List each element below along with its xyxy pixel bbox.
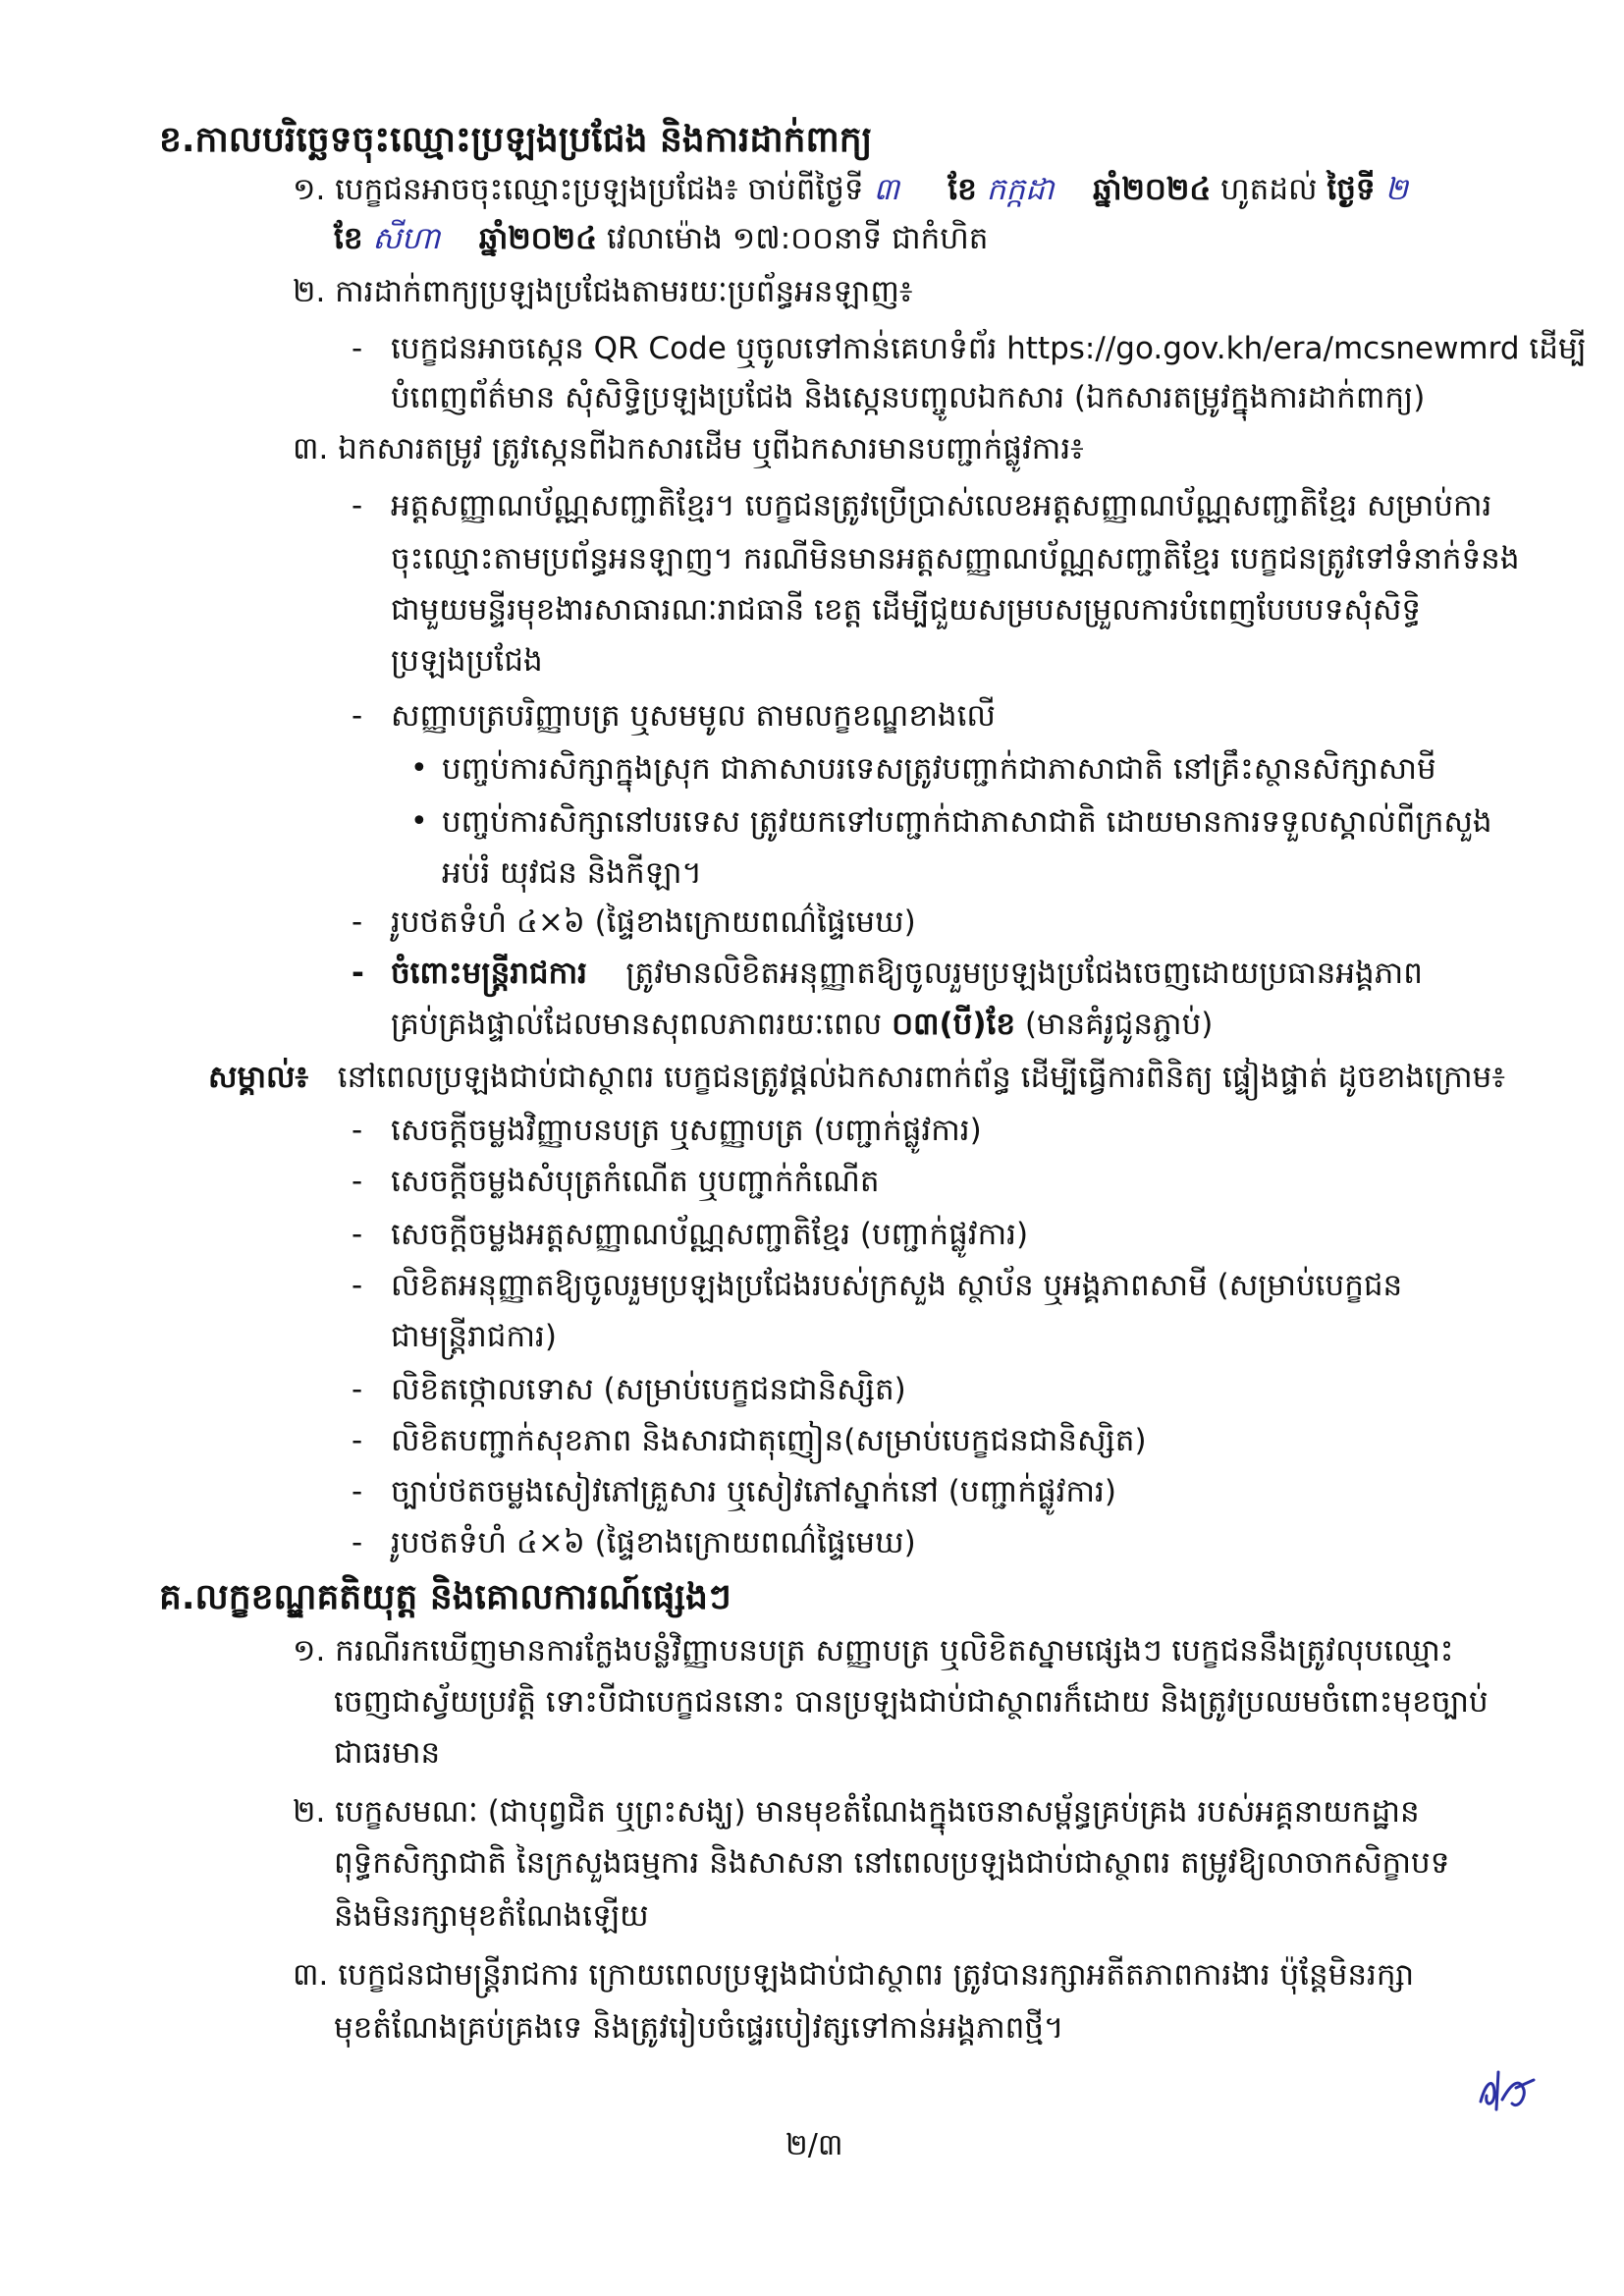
- forgery-line-1: ១. ករណីរកឃើញមានការក្លែងបន្លំវិញ្ញាបនបត្រ សញ្ញាបត្រ ឬលិខិតស្នាមផ្សេងៗ បេក្ខជននឹងត្រូវលុបឈ្មោះ: [293, 1633, 1454, 1668]
- degree-bullet-2-line-1: បញ្ចប់ការសិក្សានៅបរទេស ត្រូវយកទៅបញ្ជាក់ជាភាសាជាតិ ដោយមានការទទួលស្គាល់ពីក្រសួង: [442, 804, 1492, 840]
- section-c-heading: គ.លក្ខខណ្ឌគតិយុត្ត និងគោលការណ៍ផ្សេងៗ: [159, 1577, 731, 1617]
- registration-period-line-2: [334, 214, 988, 263]
- civil-servant-label: ចំពោះមន្ត្រីរាជការ: [391, 956, 587, 991]
- dash-marker: -: [352, 1113, 363, 1148]
- dash-marker: -: [352, 1268, 363, 1303]
- note-item: សេចក្ដីចម្លងវិញ្ញាបនបត្រ ឬសញ្ញាបត្រ (បញ្ជាក់ផ្លូវការ): [391, 1113, 982, 1148]
- dash-marker: -: [352, 488, 363, 523]
- deadline-time: វេលាម៉ោង ១៧:០០នាទី ជាកំហិត: [606, 221, 989, 256]
- dash-marker: -: [352, 1217, 363, 1252]
- civil-servant-line-1: [391, 949, 1423, 998]
- month-label: ខែ: [947, 172, 977, 207]
- bullet-marker: •: [410, 804, 428, 839]
- month-label-2: ខែ: [334, 221, 363, 256]
- civil-servant-seniority-line-2: មុខតំណែងគ្រប់គ្រងទេ និងត្រូវរៀបចំផ្ទេរបៀវត្សទៅកាន់អង្គភាពថ្មី។: [334, 2010, 1064, 2046]
- year-label-a: ឆ្នាំ២០២៤: [1092, 172, 1212, 207]
- note-label: សម្គាល់៖: [208, 1060, 309, 1095]
- forgery-line-3: ជាធរមាន: [334, 1735, 441, 1771]
- degree-bullet-1: បញ្ចប់ការសិក្សាក្នុងស្រុក ជាភាសាបរទេសត្រូវបញ្ជាក់ជាភាសាជាតិ នៅគ្រឹះស្ថានសិក្សាសាមី: [442, 751, 1436, 787]
- required-documents-title: ៣. ឯកសារតម្រូវ ត្រូវស្កេនពីឯកសារដើម ឬពីឯកសារមានបញ្ជាក់ផ្លូវការ៖: [293, 431, 1084, 466]
- degree-line: សញ្ញាបត្របរិញ្ញាបត្រ ឬសមមូល តាមលក្ខខណ្ឌខាងលើ: [391, 698, 996, 734]
- dash-marker: -: [352, 698, 363, 734]
- dash-marker: -: [352, 1525, 363, 1560]
- id-card-line-4: ប្រឡងប្រជែង: [391, 643, 543, 679]
- dash-marker: -: [352, 1474, 363, 1509]
- civil-servant-seniority-line-1: ៣. បេក្ខជនជាមន្ត្រីរាជការ ក្រោយពេលប្រឡងជាប់ជាស្ថាពរ ត្រូវបានរក្សាអតីតភាពការងារ ប៉ុន្តែមិនរក្សា: [293, 1957, 1415, 1993]
- validity-text: គ្រប់គ្រងផ្ទាល់ដែលមានសុពលភាពរយៈពេល: [391, 1007, 883, 1042]
- dash-marker: -: [352, 1423, 363, 1458]
- civil-servant-line-2: [391, 1000, 1213, 1049]
- year-label-b: ឆ្នាំ២០២៤: [478, 221, 598, 256]
- dash-marker: -: [352, 1372, 363, 1407]
- handwritten-start-month: កក្កដា: [986, 172, 1055, 207]
- note-intro: នៅពេលប្រឡងជាប់ជាស្ថាពរ បេក្ខជនត្រូវផ្ដល់ឯកសារពាក់ព័ន្ធ ដើម្បីធ្វើការពិនិត្យ ផ្ទៀងផ្ទាត់ ដូចខាងក្រោម៖: [337, 1060, 1505, 1095]
- online-application-line-2: បំពេញព័ត៌មាន សុំសិទ្ធិប្រឡងប្រជែង និងស្កេនបញ្ចូលឯកសារ (ឯកសារតម្រូវក្នុងការដាក់ពាក្យ): [391, 380, 1426, 415]
- forgery-line-2: ចេញជាស្វ័យប្រវត្តិ ទោះបីជាបេក្ខជននោះ បានប្រឡងជាប់ជាស្ថាពរក៏ដោយ និងត្រូវប្រឈមចំពោះមុខច្បាប់: [334, 1684, 1489, 1720]
- initials-signature: [1473, 2060, 1542, 2119]
- note-item: លិខិតអនុញ្ញាតឱ្យចូលរួមប្រឡងប្រជែងរបស់ក្រសួង ស្ថាប័ន ឬអង្គភាពសាមី (សម្រាប់បេក្ខជន: [391, 1268, 1403, 1303]
- id-card-line-2: ចុះឈ្មោះតាមប្រព័ន្ធអនឡាញ។ ករណីមិនមានអត្តសញ្ញាណប័ណ្ណសញ្ជាតិខ្មែរ បេក្ខជនត្រូវទៅទំនាក់ទំនង: [391, 541, 1520, 576]
- registration-period-line-1: [293, 165, 1408, 214]
- handwritten-end-month: សីហា: [372, 221, 441, 256]
- online-application-line-1: បេក្ខជនអាចស្កេន QR Code ឬចូលទៅកាន់គេហទំព័រ https://go.gov.kh/era/mcsnewmrd ដើម្បី: [391, 331, 1587, 366]
- online-application-title: ២. ការដាក់ពាក្យប្រឡងប្រជែងតាមរយៈប្រព័ន្ធអនឡាញ៖: [293, 274, 913, 309]
- end-day-label: ថ្ងៃទី: [1326, 172, 1376, 207]
- validity-period: ០៣(បី)ខែ: [892, 1007, 1016, 1042]
- note-item: រូបថតទំហំ ៤×៦ (ផ្ទៃខាងក្រោយពណ៌ផ្ទៃមេឃ): [391, 1525, 916, 1560]
- handwritten-start-day: ៣: [873, 172, 899, 207]
- dash-marker: -: [352, 904, 363, 940]
- monk-line-3: និងមិនរក្សាមុខតំណែងឡើយ: [334, 1898, 649, 1934]
- note-item: សេចក្ដីចម្លងសំបុត្រកំណើត ឬបញ្ជាក់កំណើត: [391, 1164, 880, 1199]
- note-item: លិខិតបញ្ជាក់សុខភាព និងសារជាតុញៀន(សម្រាប់បេក្ខជនជានិស្សិត): [391, 1423, 1147, 1458]
- id-card-line-3: ជាមួយមន្ទីរមុខងារសាធារណៈរាជធានី ខេត្ត ដើម្បីជួយសម្របសម្រួលការបំពេញបែបបទសុំសិទ្ធិ: [391, 592, 1422, 628]
- dash-marker: -: [352, 956, 364, 991]
- note-line: [208, 1053, 1505, 1102]
- note-item-continuation: ជាមន្ត្រីរាជការ): [391, 1319, 557, 1354]
- until-text: ហូតដល់: [1220, 172, 1318, 207]
- civil-servant-text: ត្រូវមានលិខិតអនុញ្ញាតឱ្យចូលរួមប្រឡងប្រជែងចេញដោយប្រធានអង្គភាព: [625, 956, 1423, 991]
- id-card-line-1: អត្តសញ្ញាណប័ណ្ណសញ្ជាតិខ្មែរ។ បេក្ខជនត្រូវប្រើប្រាស់លេខអត្តសញ្ញាណប័ណ្ណសញ្ជាតិខ្មែរ សម្រាប់ការ: [391, 488, 1492, 523]
- note-item: សេចក្ដីចម្លងអត្តសញ្ញាណប័ណ្ណសញ្ជាតិខ្មែរ (បញ្ជាក់ផ្លូវការ): [391, 1217, 1029, 1252]
- monk-line-2: ពុទ្ធិកសិក្សាជាតិ នៃក្រសួងធម្មការ និងសាសនា នៅពេលប្រឡងជាប់ជាស្ថាពរ តម្រូវឱ្យលាចាកសិក្ខាបទ: [334, 1845, 1450, 1881]
- photo-line: រូបថតទំហំ ៤×៦ (ផ្ទៃខាងក្រោយពណ៌ផ្ទៃមេឃ): [391, 904, 916, 940]
- dash-marker: -: [352, 1164, 363, 1199]
- degree-bullet-2-line-2: អប់រំ យុវជន និងកីឡា។: [442, 855, 702, 891]
- note-item: ច្បាប់ថតចម្លងសៀវភៅគ្រួសារ ឬសៀវភៅស្នាក់នៅ (បញ្ជាក់ផ្លូវការ): [391, 1474, 1116, 1509]
- bullet-marker: •: [410, 751, 428, 786]
- page-number: ២/៣: [785, 2128, 843, 2162]
- dash-marker: -: [352, 331, 363, 366]
- note-item: លិខិតថ្កោលទោស (សម្រាប់បេក្ខជនជានិស្សិត): [391, 1372, 906, 1407]
- item1-text: ១. បេក្ខជនអាចចុះឈ្មោះប្រឡងប្រជែង៖ ចាប់ពីថ្ងៃទី: [293, 172, 864, 207]
- attachment-note: (មានគំរូជូនភ្ជាប់): [1024, 1007, 1214, 1042]
- section-b-heading: ខ.កាលបរិច្ឆេទចុះឈ្មោះប្រឡងប្រជែង និងការដាក់ពាក្យ: [159, 120, 873, 160]
- monk-line-1: ២. បេក្ខសមណៈ (ជាបុព្វជិត ឬព្រះសង្ឃ) មានមុខតំណែងក្នុងចេនាសម្ព័ន្ធគ្រប់គ្រង របស់អគ្គនាយកដ្ឋាន: [293, 1794, 1420, 1830]
- handwritten-end-day: ២: [1384, 172, 1408, 207]
